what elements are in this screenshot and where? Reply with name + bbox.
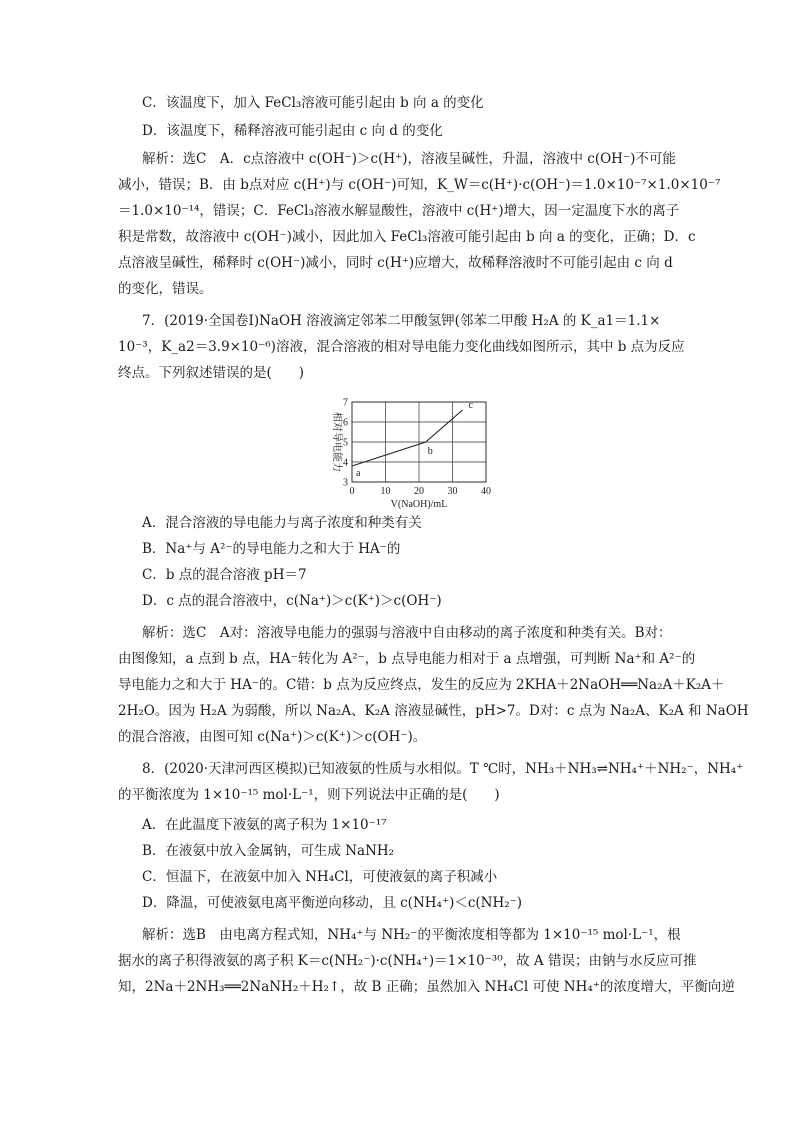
chart-xtick-label: 40 (481, 486, 491, 497)
q7-analysis-line: 导电能力之和大于 HA⁻的。C错：b 点为反应终点，发生的反应为 2KHA＋2NaOH══Na₂A＋K₂A＋ (118, 677, 725, 693)
q7-analysis-line: 的混合溶液，由图可知 c(Na⁺)＞c(K⁺)＞c(OH⁻)。 (118, 729, 427, 745)
q7-stem-line: 7．(2019·全国卷Ⅰ)NaOH 溶液滴定邻苯二甲酸氢钾(邻苯二甲酸 H₂A 的 K_a1＝1.1× (142, 313, 661, 329)
q6-option-c: C．该温度下，加入 FeCl₃溶液可能引起由 b 向 a 的变化 (142, 95, 484, 111)
q6-option-d: D．该温度下，稀释溶液可能引起由 c 向 d 的变化 (142, 123, 443, 139)
q6-analysis-line: 解析：选C A．c点溶液中 c(OH⁻)＞c(H⁺)，溶液呈碱性，升温，溶液中 c(OH⁻)不可能 (142, 151, 676, 167)
q6-analysis-line: 积是常数，故溶液中 c(OH⁻)减小，因此加入 FeCl₃溶液可能引起由 b 向 a 的变化，正确；D．c (118, 229, 696, 245)
q8-analysis-line: 解析：选B 由电离方程式知，NH₄⁺与 NH₂⁻的平衡浓度相等都为 1×10⁻¹⁵ mol·L⁻¹，根 (142, 927, 681, 943)
q6-analysis-line: ＝1.0×10⁻¹⁴，错误；C．FeCl₃溶液水解显酸性，溶液中 c(H⁺)增大，因一定温度下水的离子 (118, 203, 680, 219)
q6-analysis-line: 的变化，错误。 (118, 281, 213, 297)
chart-ytick-label: 4 (343, 457, 348, 469)
q8-option-d: D．降温，可使液氨电离平衡逆向移动，且 c(NH₄⁺)＜c(NH₂⁻) (142, 895, 523, 911)
chart-ytick-label: 5 (343, 437, 348, 449)
chart-curve-line (352, 410, 463, 466)
q6-analysis-line: 点溶液呈碱性，稀释时 c(OH⁻)减小，同时 c(H⁺)应增大，故稀释溶液时不可能引起由 c 向 d (118, 255, 673, 271)
chart-point-label: a (356, 468, 361, 479)
chart-xlabel: V(NaOH)/mL (390, 499, 448, 510)
conductivity-chart (326, 396, 506, 516)
q8-option-b: B．在液氨中放入金属钠，可生成 NaNH₂ (142, 843, 395, 859)
q8-analysis-line: 知，2Na＋2NH₃══2NaNH₂＋H₂↑，故 B 正确；虽然加入 NH₄Cl 可使 NH₄⁺的浓度增大，平衡向逆 (118, 979, 735, 995)
chart-ylabel: 相对导电能力 (331, 412, 342, 472)
conductivity-chart-svg (326, 396, 506, 516)
q6-analysis-line: 减小，错误；B．由 b点对应 c(H⁺)与 c(OH⁻)可知，K_W＝c(H⁺)·c(OH⁻)＝1.0×10⁻⁷×1.0×10⁻⁷ (118, 177, 721, 193)
q7-analysis-line: 由图像知，a 点到 b 点，HA⁻转化为 A²⁻，b 点导电能力相对于 a 点增强，可判断 Na⁺和 A²⁻的 (118, 651, 696, 667)
q7-stem-line: 10⁻³，K_a2＝3.9×10⁻⁶)溶液，混合溶液的相对导电能力变化曲线如图所示，其中 b 点为反应 (118, 339, 685, 355)
chart-xtick-label: 0 (349, 486, 355, 497)
chart-xtick-label: 20 (414, 486, 424, 497)
q7-option-a: A．混合溶液的导电能力与离子浓度和种类有关 (142, 515, 422, 531)
q7-analysis-line: 解析：选C A对：溶液导电能力的强弱与溶液中自由移动的离子浓度和种类有关。B对： (142, 625, 672, 641)
q7-stem-line: 终点。下列叙述错误的是( ) (118, 365, 305, 381)
chart-ytick-label: 7 (343, 397, 348, 409)
chart-xtick-label: 10 (380, 486, 391, 497)
chart-point-label: c (468, 400, 474, 411)
chart-xtick-label: 30 (447, 486, 458, 497)
q8-analysis-line: 据水的离子积得液氨的离子积 K＝c(NH₂⁻)·c(NH₄⁺)＝1×10⁻³⁰，故 A 错误；由钠与水反应可推 (118, 953, 697, 969)
chart-ytick-label: 6 (343, 417, 348, 429)
q8-option-a: A．在此温度下液氨的离子积为 1×10⁻¹⁷ (142, 817, 387, 833)
q7-option-b: B．Na⁺与 A²⁻的导电能力之和大于 HA⁻的 (142, 541, 401, 557)
chart-point-label: b (427, 446, 433, 457)
q8-option-c: C．恒温下，在液氨中加入 NH₄Cl，可使液氨的离子积减小 (142, 869, 498, 885)
q8-stem-line: 的平衡浓度为 1×10⁻¹⁵ mol·L⁻¹，则下列说法中正确的是( ) (118, 787, 500, 803)
q7-option-c: C．b 点的混合溶液 pH＝7 (142, 567, 307, 583)
q7-analysis-line: 2H₂O。因为 H₂A 为弱酸，所以 Na₂A、K₂A 溶液显碱性，pH>7。D对：c 点为 Na₂A、K₂A 和 NaOH (118, 703, 749, 719)
q8-stem-line: 8．(2020·天津河西区模拟)已知液氨的性质与水相似。T ℃时，NH₃＋NH₃⇌NH₄⁺＋NH₂⁻，NH₄⁺ (142, 761, 744, 777)
q7-option-d: D．c 点的混合溶液中，c(Na⁺)＞c(K⁺)＞c(OH⁻) (142, 593, 442, 609)
chart-ytick-label: 3 (343, 477, 348, 489)
